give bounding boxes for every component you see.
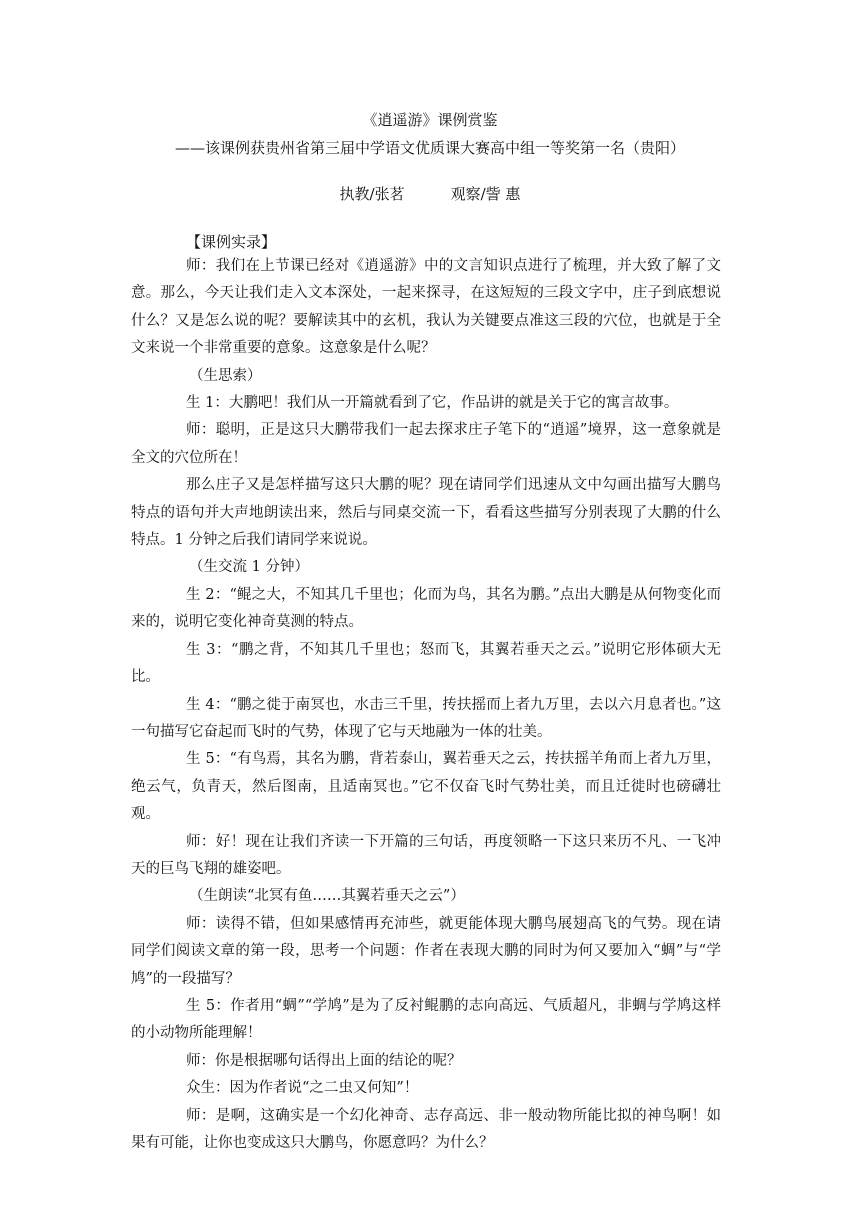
paragraph: 生 5：作者用“蜩”“学鸠”是为了反衬鲲鹏的志向高远、气质超凡，非蜩与学鸠这样的小动物所能理解！	[131, 997, 721, 1042]
paragraph: 师：读得不错，但如果感情再充沛些，就更能体现大鹏鸟展翅高飞的气势。现在请同学们阅读文章的第一段，思考一个问题：作者在表现大鹏的同时为何又要加入“蜩”与“学鸠”的一段描写？	[131, 915, 721, 987]
author-line	[0, 183, 860, 204]
observer: 观察/訾 惠	[450, 185, 521, 203]
paragraph: 师：你是根据哪句话得出上面的结论的呢？	[186, 1052, 462, 1069]
paragraph: 师：我们在上节课已经对《逍遥游》中的文言知识点进行了梳理，并大致了解了文意。那么，今天让我们走入文本深处，一起来探寻，在这短短的三段文字中，庄子到底想说什么？又是怎么说的呢？要解读其中的玄机，我认为关键要点准这三段的穴位，也就是于全文来说一个非常重要的意象。这意象是什么呢？	[131, 258, 721, 357]
paragraph: 师：好！现在让我们齐读一下开篇的三句话，再度领略一下这只来历不凡、一飞冲天的巨鸟飞翔的雄姿吧。	[131, 833, 721, 877]
stage-note: （生朗读“北冥有鱼……其翼若垂天之云”）	[189, 888, 465, 905]
author: 执教/张茗	[339, 185, 405, 203]
stage-note: （生思索）	[189, 367, 262, 384]
paragraph: 那么庄子又是怎样描写这只大鹏的呢？现在请同学们迅速从文中勾画出描写大鹏鸟特点的语句并大声地朗读出来，然后与同桌交流一下，看看这些描写分别表现了大鹏的什么特点。1 分钟之后我们请同学来说说。	[131, 477, 721, 549]
document-title: 《逍遥游》课例赏鉴	[362, 111, 498, 129]
paragraph: 师：聪明，正是这只大鹏带我们一起去探求庄子笔下的“逍遥”境界，这一意象就是全文的穴位所在！	[131, 422, 721, 466]
document-body	[131, 253, 721, 1157]
section-heading: 【课例实录】	[186, 233, 277, 251]
paragraph: 生 4：“鹏之徙于南冥也，水击三千里，抟扶摇而上者九万里，去以六月息者也。”这一句描写它奋起而飞时的气势，体现了它与天地融为一体的壮美。	[131, 696, 721, 740]
paragraph: 生 3：“鹏之背，不知其几千里也；怒而飞，其翼若垂天之云。”说明它形体硕大无比。	[131, 641, 721, 686]
paragraph: 生 2：“鲲之大，不知其几千里也；化而为鸟，其名为鹏。”点出大鹏是从何物变化而来的，说明它变化神奇莫测的特点。	[131, 586, 721, 631]
paragraph: 生 5：“有鸟焉，其名为鹏，背若泰山，翼若垂天之云，抟扶摇羊角而上者九万里，绝云气，负青天，然后图南，且适南冥也。”它不仅奋飞时气势壮美，而且迁徙时也磅礴壮观。	[131, 751, 721, 823]
paragraph: 师：是啊，这确实是一个幻化神奇、志存高远、非一般动物所能比拟的神鸟啊！如果有可能，让你也变成这只大鹏鸟，你愿意吗？为什么？	[131, 1107, 721, 1151]
document-subtitle: ——该课例获贵州省第三届中学语文优质课大赛高中组一等奖第一名（贵阳）	[174, 139, 685, 157]
paragraph: 生 1：大鹏吧！我们从一开篇就看到了它，作品讲的就是关于它的寓言故事。	[186, 395, 679, 412]
paragraph: 众生：因为作者说“之二虫又何知”！	[186, 1080, 419, 1097]
stage-note: （生交流 1 分钟）	[189, 559, 309, 576]
